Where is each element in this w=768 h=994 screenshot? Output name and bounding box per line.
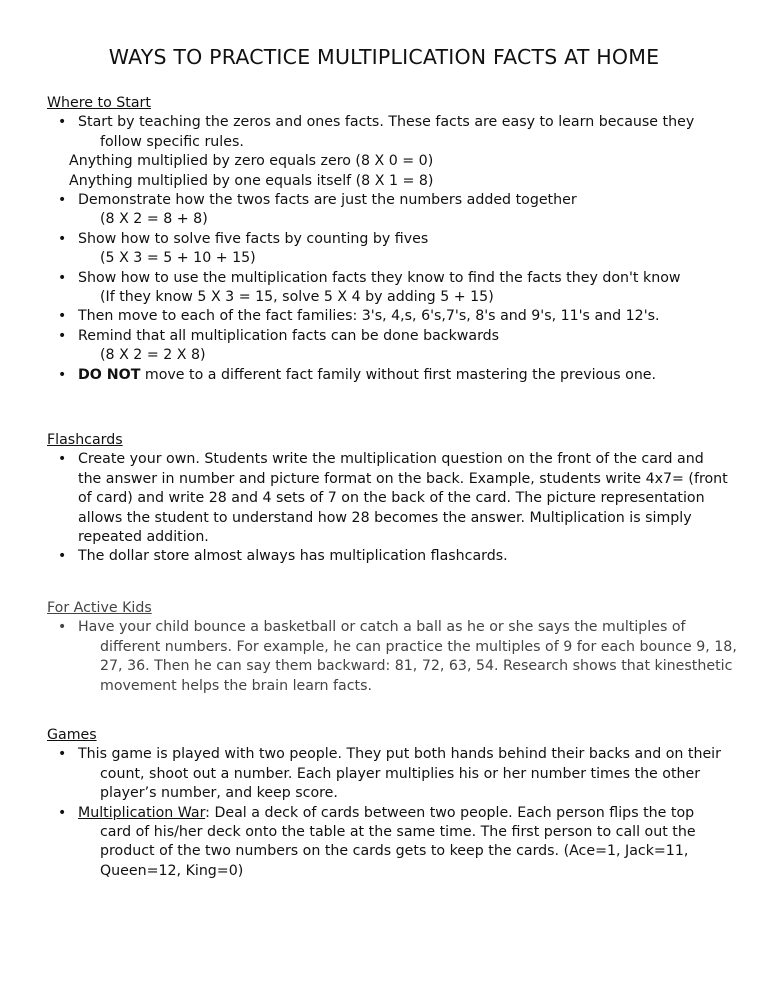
bullet-icon: • <box>58 192 67 209</box>
section-where-to-start <box>47 94 737 385</box>
section-heading: Flashcards <box>47 432 123 448</box>
rule-zero: Anything multiplied by zero equals zero (8 X 0 = 0) <box>69 153 434 170</box>
bullet-icon: • <box>58 366 67 383</box>
multiplication-war-label: Multiplication War <box>78 804 206 821</box>
section-heading: For Active Kids <box>47 600 152 616</box>
list-item: • Show how to use the multiplication facts they know to find the facts they don't know (If they know 5 X 3 = 15, solve 5 X 4 by adding 5 + 15) <box>58 269 681 306</box>
bullet-icon: • <box>58 327 67 344</box>
bullet-icon: • <box>58 804 67 821</box>
bullet-icon: • <box>58 619 67 636</box>
list-item: • Remind that all multiplication facts can be done backwards (8 X 2 = 2 X 8) <box>58 327 500 364</box>
list-item: • Start by teaching the zeros and ones facts. These facts are easy to learn because they follow specific rules. <box>58 114 695 150</box>
list-item: • DO NOT move to a different fact family without first mastering the previous one. <box>47 366 737 385</box>
list-item: • This game is played with two people. They put both hands behind their backs and on their count, shoot out a number. Each player multiplies his or her number times the other player’s number, and keep score. <box>58 746 721 802</box>
section-active-kids <box>47 599 737 696</box>
section-games <box>47 726 737 881</box>
bullet-icon: • <box>58 269 67 286</box>
list-item: • Create your own. Students write the multiplication question on the front of the card and the answer in number and picture format on the back. Example, students write 4x7= (front of card) and write 28 and 4 sets of 7 on the back of the card. The picture representation allows the student to understand how 28 becomes the answer. Multiplication is simply repeated addition. <box>58 451 728 546</box>
do-not-emphasis: DO NOT <box>78 366 141 383</box>
section-heading: Where to Start <box>47 95 151 111</box>
bullet-icon: • <box>58 548 67 565</box>
list-item: • Have your child bounce a basketball or catch a ball as he or she says the multiples of different numbers. For example, he can practice the multiples of 9 for each bounce 9, 18, 27, 36. Then he can say them backward: 81, 72, 63, 54. Research shows that kinesthetic movement helps the brain learn facts. <box>58 619 737 694</box>
rule-one: Anything multiplied by one equals itself (8 X 1 = 8) <box>69 172 434 189</box>
section-heading: Games <box>47 727 97 743</box>
list-item: • Demonstrate how the twos facts are just the numbers added together (8 X 2 = 8 + 8) <box>58 192 577 228</box>
list-item: • Show how to solve five facts by counting by fives (5 X 3 = 5 + 10 + 15) <box>58 230 429 267</box>
bullet-icon: • <box>58 114 67 131</box>
list-item: • The dollar store almost always has multiplication flashcards. <box>47 547 737 566</box>
bullet-icon: • <box>58 230 67 247</box>
bullet-icon: • <box>58 746 67 763</box>
list-item: • Multiplication War: Deal a deck of cards between two people. Each person flips the top card of his/her deck onto the table at the same time. The first person to call out the product of the two numbers on the cards gets to keep the cards. (Ace=1, Jack=11, Queen=12, King=0) <box>58 804 696 879</box>
list-item: • Then move to each of the fact families: 3's, 4,s, 6's,7's, 8's and 9's, 11's and 12's. <box>47 307 737 326</box>
bullet-icon: • <box>58 308 67 325</box>
section-flashcards <box>47 431 737 567</box>
page-title: WAYS TO PRACTICE MULTIPLICATION FACTS AT HOME <box>108 45 660 69</box>
bullet-icon: • <box>58 451 67 468</box>
